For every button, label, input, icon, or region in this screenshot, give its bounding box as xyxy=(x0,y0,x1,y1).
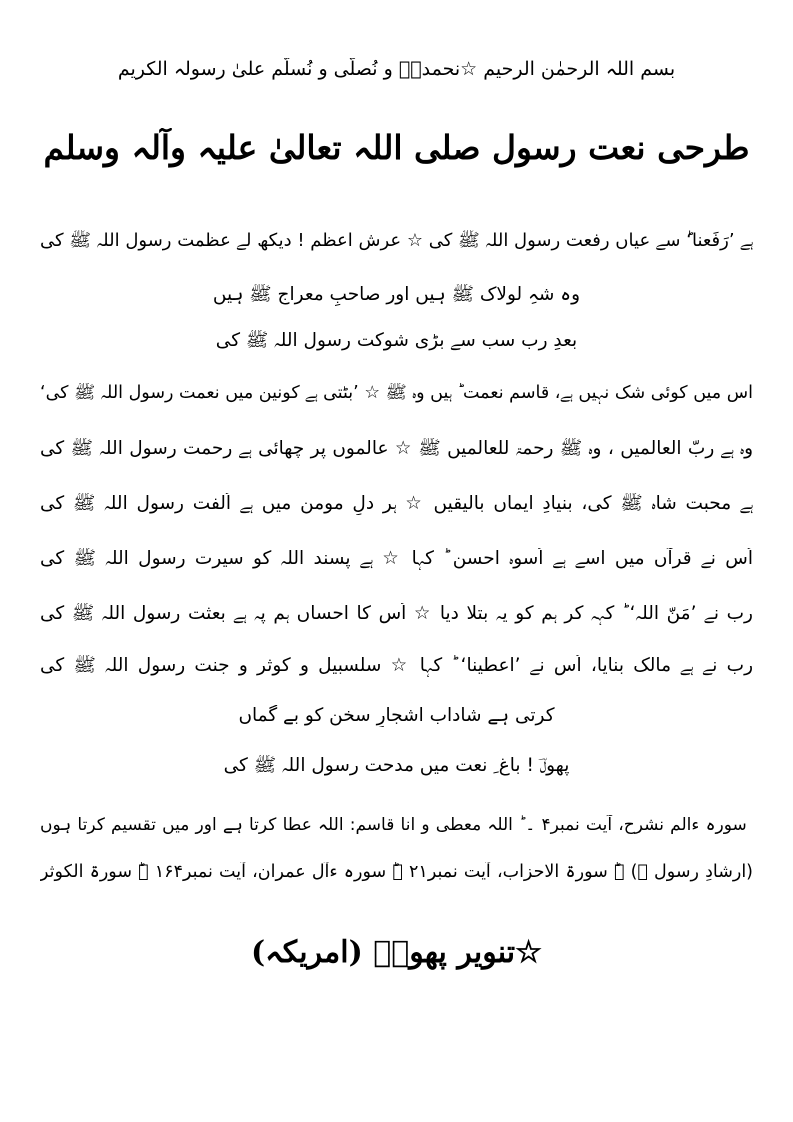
footnote-line-1: ؕ سورہ ءالم نشرح، آیت نمبر۴ ۔ ؕ اللہ معطی و انا قاسم: اللہ عطا کرتا ہے اور میں تقسیم کرتا ہوں xyxy=(40,815,753,835)
poem-line-9: رب نے ہے مالک بنایا، اُس نے ’اعطینا‘ ؕ کہا ☆ سلسبیل و کوثر و جنت رسول اللہ ﷺ کی xyxy=(40,655,753,676)
footnote-line-2: (ارشادِ رسول ﷺ) ۔ؕ سورۃ الاحزاب، آیت نمبر۲۱ ۔ؕ سورہ ءآل عمران، آیت نمبر۱۶۴ ۔ؕ سورۃ الکوثر xyxy=(40,862,753,882)
poem-line-7: اُس نے قرآں میں اسے ہے اُسوہ احسن ؕ کہا ☆ ہے پسند اللہ کو سیرت رسول اللہ ﷺ کی xyxy=(40,548,753,569)
poem-line-5: وہ ہے ربّ العالمیں ، وہ ﷺ رحمۃ للعالمیں ﷺ ☆ عالموں پر چھائی ہے رحمت رسول اللہ ﷺ کی xyxy=(40,438,753,459)
poem-line-4: اس میں کوئی شک نہیں ہے، قاسم نعمت ؕ ہیں وہ ﷺ ☆ ’بٹتی ہے کونین میں نعمت رسول اللہ ﷺ کی‘ xyxy=(40,383,753,403)
poem-line-6: ہے محبت شاہ ﷺ کی، بنیادِ ایماں بالیقیں ☆ ہر دلِ مومن میں ہے اُلفت رسول اللہ ﷺ کی xyxy=(40,493,753,514)
author-signature: ☆تنویر پھولؔ (امریکہ) xyxy=(250,935,543,970)
poem-line-3: بعدِ رب سب سے بڑی شوکت رسول اللہ ﷺ کی xyxy=(215,330,578,351)
page-title: طرحی نعت رسول صلی اللہ تعالیٰ علیہ وآلہ وسلم xyxy=(43,128,750,167)
poem-line-8: رب نے ’مَنّ اللہ‘ ؕ کہہ کر ہم کو یہ بتلا دیا ☆ اُس کا احساں ہم پہ ہے بعثت رسول اللہ ﷺ کی xyxy=(40,603,753,624)
poem-line-1: ہے ’رَفَعنا‘ؕ سے عیاں رفعت رسول اللہ ﷺ کی ☆ عرشِ اعظم ! دیکھ لے عظمت رسول اللہ ﷺ کی xyxy=(40,230,753,251)
poem-line-2: وہ شہِ لولاک ﷺ ہیں اور صاحبِ معراج ﷺ ہیں xyxy=(212,284,581,305)
poem-line-11: پھولؔ ! باغ ِ نعت میں مدحت رسول اللہ ﷺ کی xyxy=(223,755,570,776)
poem-line-10: کرتی ہے شاداب اشجارِ سخن کو بے گماں xyxy=(238,705,555,726)
bismillah-header: بسم اللہ الرحمٰن الرحیم ☆نحمدہٗ و نُصلّی و نُسلّم علیٰ رسولہ الکریم xyxy=(117,58,676,80)
